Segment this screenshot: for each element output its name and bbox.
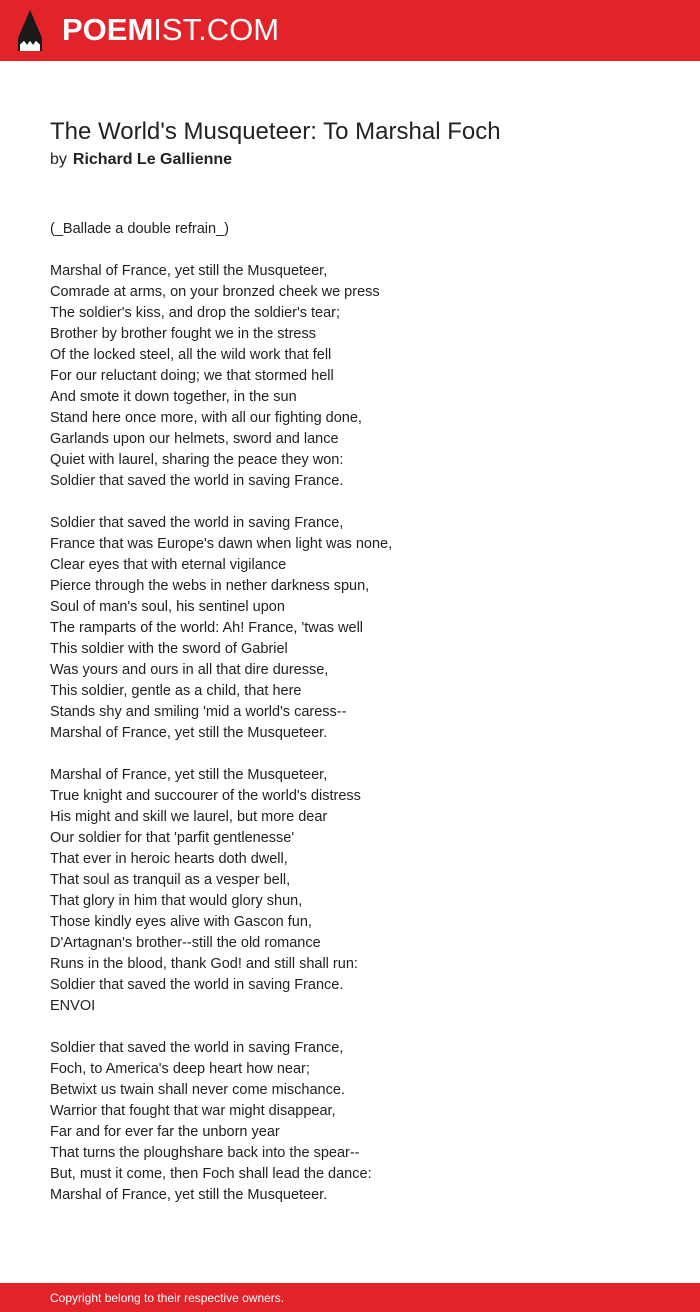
poem-line: Marshal of France, yet still the Musqueteer. [50,1187,328,1203]
poem-line: And smote it down together, in the sun [50,389,297,405]
poem-line: Those kindly eyes alive with Gascon fun, [50,914,312,930]
poem-line: Foch, to America's deep heart how near; [50,1061,310,1077]
pencil-tip-icon[interactable] [18,10,42,51]
poem-line: Warrior that fought that war might disappear, [50,1103,336,1119]
poem-line: Stands shy and smiling 'mid a world's caress-- [50,704,347,720]
poem-line: Our soldier for that 'parfit gentlenesse' [50,830,295,846]
poem-line: The ramparts of the world: Ah! France, 'twas well [50,620,364,636]
poem-line: France that was Europe's dawn when light was none, [50,536,393,552]
poem-line: That turns the ploughshare back into the spear-- [50,1145,360,1161]
poem-line: Marshal of France, yet still the Musqueteer, [50,263,328,279]
poem-line: Marshal of France, yet still the Musqueteer. [50,725,328,741]
poem-line: Of the locked steel, all the wild work that fell [50,347,332,363]
stanza-break [50,1017,670,1038]
poem-line: Pierce through the webs in nether darkness spun, [50,578,370,594]
poem-line: Was yours and ours in all that dire duresse, [50,662,329,678]
poem-line: That ever in heroic hearts doth dwell, [50,851,288,867]
poem-line: His might and skill we laurel, but more dear [50,809,328,825]
poem-line: For our reluctant doing; we that stormed hell [50,368,334,384]
poem-line: Betwixt us twain shall never come mischance. [50,1082,345,1098]
poem-line: Soldier that saved the world in saving France, [50,515,344,531]
poem-line: Far and for ever far the unborn year [50,1124,280,1140]
poem-line: Comrade at arms, on your bronzed cheek we press [50,284,380,300]
poem-body [50,219,670,1206]
poem-line: That glory in him that would glory shun, [50,893,303,909]
poem-title: The World's Musqueteer: To Marshal Foch [50,118,501,145]
poem-line: Marshal of France, yet still the Musqueteer, [50,767,328,783]
poem-line: But, must it come, then Foch shall lead the dance: [50,1166,372,1182]
by-label: by [50,151,67,168]
poem-line: Soldier that saved the world in saving France, [50,1040,344,1056]
stanza-break [50,240,670,261]
site-header [0,0,700,61]
poem-line: D'Artagnan's brother--still the old romance [50,935,321,951]
poem-line: That soul as tranquil as a vesper bell, [50,872,291,888]
author-name[interactable]: Richard Le Gallienne [72,151,233,168]
logo-light-text: IST.COM [153,12,280,47]
poem-line: This soldier with the sword of Gabriel [50,641,288,657]
poem-line: True knight and succourer of the world's distress [50,788,361,804]
stanza-break [50,492,670,513]
poem-line: This soldier, gentle as a child, that here [50,683,302,699]
poem-line: (_Ballade a double refrain_) [50,221,229,237]
poem-line: Clear eyes that with eternal vigilance [50,557,287,573]
copyright-text: Copyright belong to their respective owners. [50,1291,285,1305]
poem-line: The soldier's kiss, and drop the soldier's tear; [50,305,341,321]
logo-bold-text: POEM [62,12,154,47]
stanza-break [50,744,670,765]
poem-line: Brother by brother fought we in the stress [50,326,316,342]
poem-line: Quiet with laurel, sharing the peace they won: [50,452,344,468]
poem-line: Garlands upon our helmets, sword and lance [50,431,339,447]
site-logo[interactable] [62,12,279,48]
poem-line: Stand here once more, with all our fighting done, [50,410,362,426]
byline [50,150,232,170]
poem-line: Soul of man's soul, his sentinel upon [50,599,285,615]
site-footer [0,1283,700,1312]
poem-line: ENVOI [50,998,96,1014]
poem-line: Runs in the blood, thank God! and still shall run: [50,956,358,972]
poem-line: Soldier that saved the world in saving France. [50,977,344,993]
poem-line: Soldier that saved the world in saving France. [50,473,344,489]
